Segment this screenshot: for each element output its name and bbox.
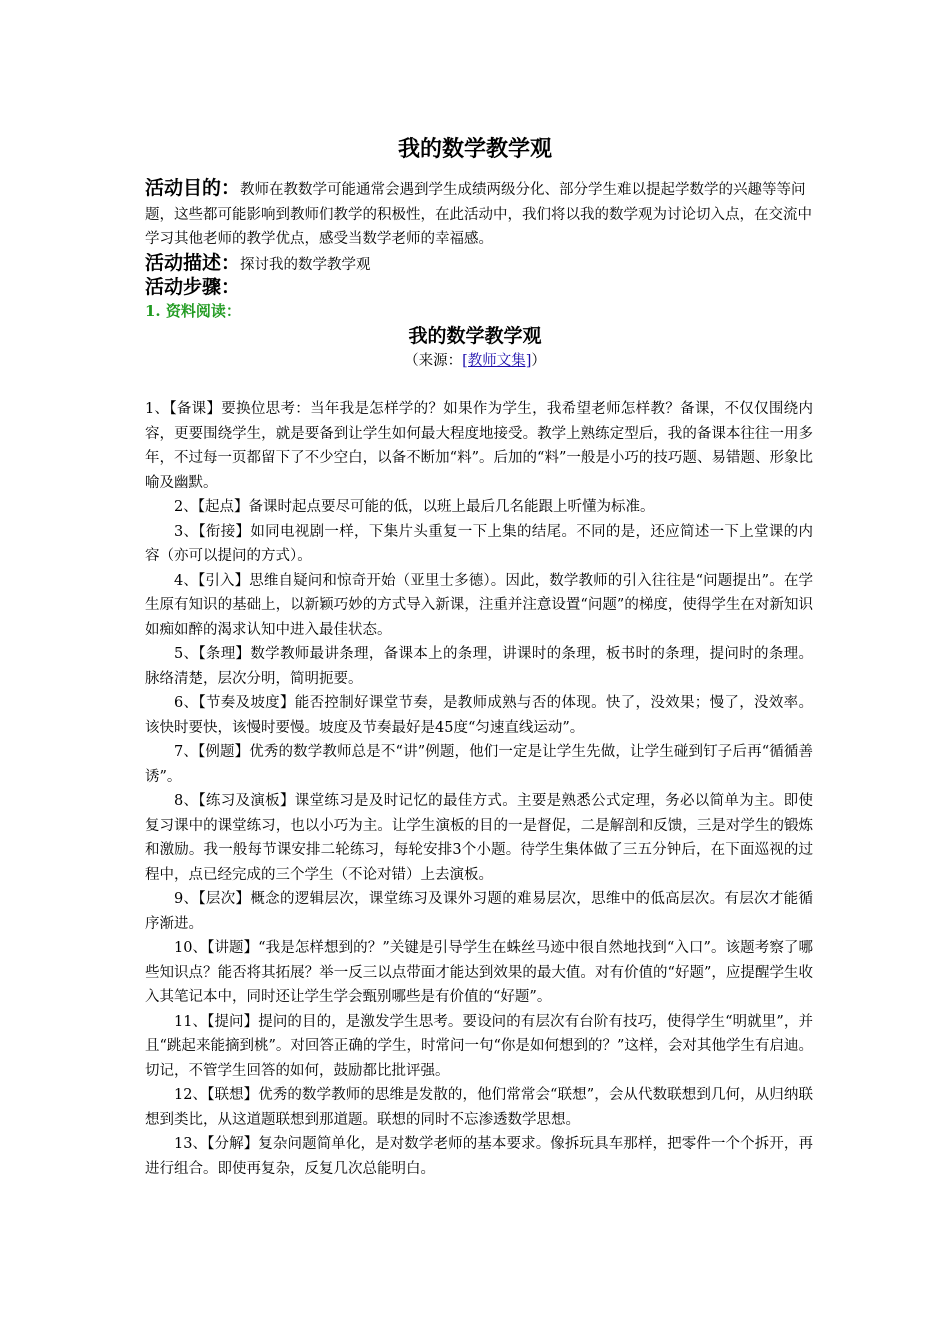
paragraph: 11、【提问】提问的目的，是激发学生思考。要设问的有层次有台阶有技巧，使得学生“明就里”，并且“跳起来能摘到桃”。对回答正确的学生，时常问一句“你是如何想到的？”这样，会对其他学生有启迪。切记，不管学生回答的如何，鼓励都比批评强。	[145, 1013, 813, 1079]
article-source	[0, 350, 950, 372]
page-title: 我的数学教学观	[397, 136, 552, 162]
step-1	[145, 299, 813, 325]
description-label: 活动描述：	[145, 252, 241, 274]
paragraph: 1、【备课】要换位思考：当年我是怎样学的？如果作为学生，我希望老师怎样教？备课，不仅仅围绕内容，更要围绕学生，就是要备到让学生如何最大程度地接受。教学上熟练定型后，我的备课本往往一用多年，不过每一页都留下了不少空白，以备不断加“料”。后加的“料”一般是小巧的技巧题、易错题、形象比喻及幽默。	[145, 401, 813, 491]
purpose-text: 教师在教数学可能通常会遇到学生成绩两级分化、部分学生难以提起学数学的兴趣等等问题，这些都可能影响到教师们教学的积极性，在此活动中，我们将以我的数学观为讨论切入点，在交流中学习其他老师的教学优点，感受当数学老师的幸福感。	[145, 182, 812, 247]
paragraph: 8、【练习及演板】课堂练习是及时记忆的最佳方式。主要是熟悉公式定理，务必以简单为主。即使复习课中的课堂练习，也以小巧为主。让学生演板的目的一是督促，二是解剖和反馈，三是对学生的锻炼和激励。我一般每节课安排二轮练习，每轮安排3个小题。待学生集体做了三五分钟后，在下面巡视的过程中，点已经完成的三个学生（不论对错）上去演板。	[145, 793, 813, 883]
source-prefix: （来源：	[404, 353, 463, 369]
paragraph: 3、【衔接】如同电视剧一样，下集片头重复一下上集的结尾。不同的是，还应简述一下上堂课的内容（亦可以提问的方式）。	[145, 523, 813, 564]
step1-label: 1. 资料阅读：	[145, 302, 241, 320]
paragraph: 7、【例题】优秀的数学教师总是不“讲”例题，他们一定是让学生先做，让学生碰到钉子后再“循循善诱”。	[145, 744, 813, 785]
activity-description	[145, 251, 813, 278]
article-body	[145, 397, 813, 1181]
paragraph: 9、【层次】概念的逻辑层次，课堂练习及课外习题的难易层次，思维中的低高层次。有层次才能循序渐进。	[145, 891, 813, 932]
paragraph: 2、【起点】备课时起点要尽可能的低，以班上最后几名能跟上听懂为标准。	[174, 499, 655, 515]
paragraph: 12、【联想】优秀的数学教师的思维是发散的，他们常常会“联想”，会从代数联想到几何，从归纳联想到类比，从这道题联想到那道题。联想的同时不忘渗透数学思想。	[145, 1087, 813, 1128]
steps-label: 活动步骤：	[145, 276, 241, 298]
article-title: 我的数学教学观	[408, 325, 542, 347]
activity-purpose	[145, 176, 813, 252]
paragraph: 10、【讲题】“我是怎样想到的？”关键是引导学生在蛛丝马迹中很自然地找到“入口”。该题考察了哪些知识点？能否将其拓展？举一反三以点带面才能达到效果的最大值。对有价值的“好题”，应提醒学生收入其笔记本中，同时还让学生学会甄别哪些是有价值的“好题”。	[145, 940, 813, 1005]
paragraph: 6、【节奏及坡度】能否控制好课堂节奏，是教师成熟与否的体现。快了，没效果；慢了，没效率。该快时要快，该慢时要慢。坡度及节奏最好是45度“匀速直线运动”。	[145, 695, 813, 736]
purpose-label: 活动目的：	[145, 177, 241, 199]
source-link[interactable]: [教师文集]	[462, 353, 532, 369]
source-suffix: ）	[531, 353, 546, 369]
activity-steps	[145, 275, 813, 302]
paragraph: 4、【引入】思维自疑问和惊奇开始（亚里士多德）。因此，数学教师的引入往往是“问题提出”。在学生原有知识的基础上，以新颖巧妙的方式导入新课，注重并注意设置“问题”的梯度，使得学生在对新知识如痴如醉的渴求认知中进入最佳状态。	[145, 572, 813, 638]
paragraph: 13、【分解】复杂问题简单化，是对数学老师的基本要求。像拆玩具车那样，把零件一个个拆开，再进行组合。即使再复杂，反复几次总能明白。	[145, 1136, 813, 1177]
description-text: 探讨我的数学教学观	[240, 257, 371, 273]
paragraph: 5、【条理】数学教师最讲条理，备课本上的条理，讲课时的条理，板书时的条理，提问时的条理。脉络清楚，层次分明，简明扼要。	[145, 646, 813, 687]
